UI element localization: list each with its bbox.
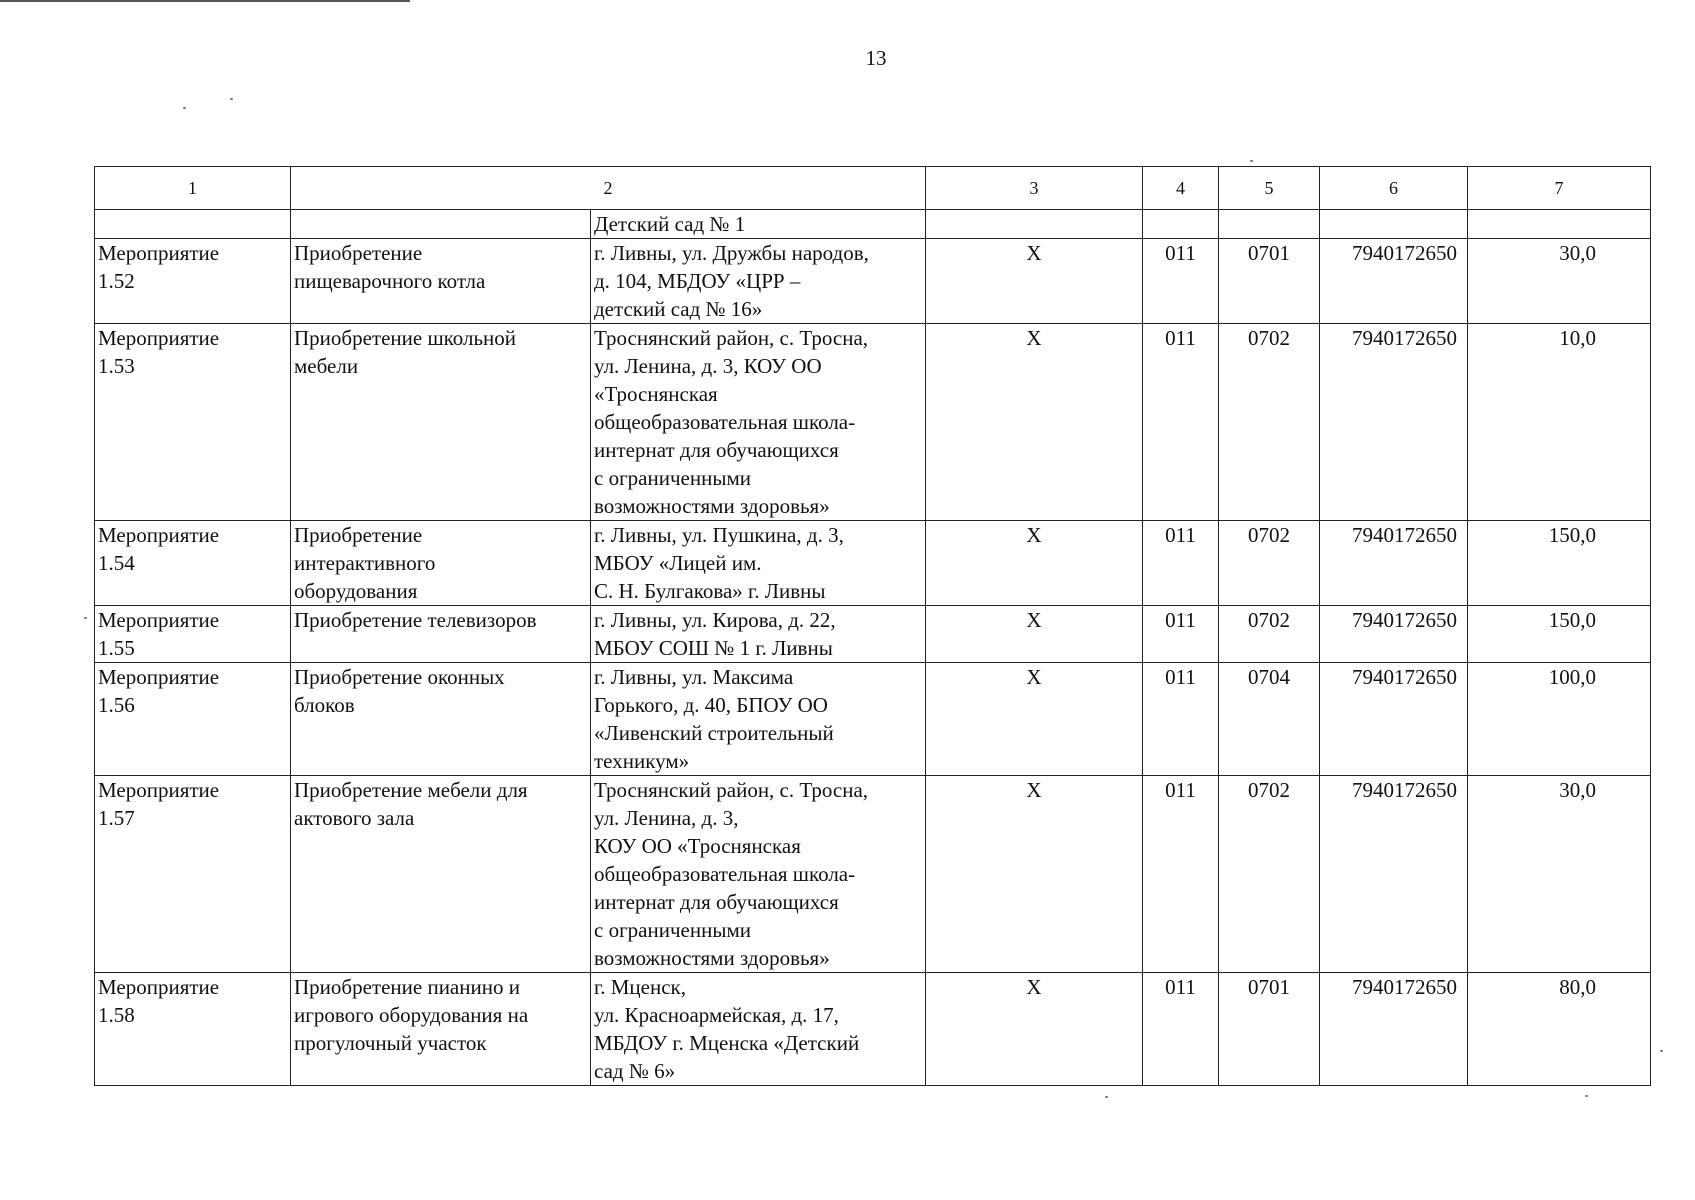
name-cell	[291, 973, 591, 1086]
name-cell	[291, 663, 591, 776]
empty-cell	[1219, 210, 1320, 239]
code-6-cell: 7940172650	[1320, 776, 1468, 973]
name-cell-line: прогулочный участок	[294, 1031, 487, 1055]
address-cell: Детский сад № 1	[591, 210, 926, 239]
table-row	[95, 606, 1651, 663]
event-cell	[95, 776, 291, 973]
table-row	[95, 324, 1651, 521]
code-5-cell: 0702	[1219, 606, 1320, 663]
address-cell-line: ул. Ленина, д. 3, КОУ ОО	[594, 354, 822, 378]
code-6-cell: 7940172650	[1320, 663, 1468, 776]
code-4-cell: 011	[1143, 606, 1219, 663]
address-cell	[591, 324, 926, 521]
scan-speck	[230, 98, 233, 100]
code-5-cell: 0702	[1219, 324, 1320, 521]
scan-speck	[1585, 1095, 1588, 1097]
event-cell-line: Мероприятие	[98, 975, 220, 999]
address-cell	[591, 606, 926, 663]
address-cell-line: общеобразовательная школа-	[594, 410, 856, 434]
address-cell-line: МБОУ СОШ № 1 г. Ливны	[594, 636, 833, 660]
code-4-cell: 011	[1143, 973, 1219, 1086]
name-cell	[291, 606, 591, 663]
header-cell: 1	[95, 167, 291, 210]
name-cell-line: Приобретение	[294, 241, 423, 265]
header-cell: 2	[291, 167, 926, 210]
address-cell-line: г. Ливны, ул. Дружбы народов,	[594, 241, 869, 265]
amount-cell: 150,0	[1468, 606, 1651, 663]
amount-cell: 80,0	[1468, 973, 1651, 1086]
name-cell-line: оборудования	[294, 579, 418, 603]
amount-cell: 10,0	[1468, 324, 1651, 521]
x-mark-cell: X	[926, 239, 1143, 324]
table-row	[95, 776, 1651, 973]
code-4-cell: 011	[1143, 324, 1219, 521]
event-cell-line: 1.57	[98, 806, 135, 830]
name-cell-line: мебели	[294, 354, 359, 378]
code-6-cell: 7940172650	[1320, 324, 1468, 521]
name-cell-line: Приобретение	[294, 523, 423, 547]
scan-speck	[1660, 1050, 1663, 1052]
address-cell	[591, 239, 926, 324]
header-row	[95, 167, 1651, 210]
scan-speck	[1250, 160, 1253, 162]
address-cell-line: МБОУ «Лицей им.	[594, 551, 762, 575]
name-cell	[291, 521, 591, 606]
name-cell-line: пищеварочного котла	[294, 269, 486, 293]
scan-speck	[1105, 1096, 1108, 1098]
address-cell-line: детский сад № 16»	[594, 297, 763, 321]
name-cell-line: блоков	[294, 693, 355, 717]
code-4-cell: 011	[1143, 521, 1219, 606]
x-mark-cell: X	[926, 776, 1143, 973]
x-mark-cell: X	[926, 973, 1143, 1086]
amount-cell: 100,0	[1468, 663, 1651, 776]
name-cell-line: Приобретение мебели для	[294, 778, 528, 802]
name-cell-line: интерактивного	[294, 551, 436, 575]
address-cell-line: возможностями здоровья»	[594, 494, 830, 518]
x-mark-cell: X	[926, 521, 1143, 606]
x-mark-cell: X	[926, 606, 1143, 663]
address-cell-line: Троснянский район, с. Тросна,	[594, 326, 869, 350]
scan-speck	[183, 107, 186, 109]
amount-cell: 150,0	[1468, 521, 1651, 606]
event-cell-line: 1.53	[98, 354, 135, 378]
continuation-row	[95, 210, 1651, 239]
code-5-cell: 0701	[1219, 239, 1320, 324]
name-cell-line: актового зала	[294, 806, 415, 830]
event-cell-line: Мероприятие	[98, 665, 220, 689]
page-number: 13	[865, 46, 887, 70]
address-cell-line: г. Ливны, ул. Максима	[594, 665, 794, 689]
amount-cell: 30,0	[1468, 239, 1651, 324]
event-cell	[95, 521, 291, 606]
address-cell-line: ул. Ленина, д. 3,	[594, 806, 739, 830]
scan-speck	[84, 617, 87, 619]
address-cell-line: сад № 6»	[594, 1059, 676, 1083]
event-cell-line: Мероприятие	[98, 778, 220, 802]
event-cell	[95, 606, 291, 663]
empty-cell	[291, 210, 591, 239]
address-cell-line: с ограниченными	[594, 466, 751, 490]
x-mark-cell: X	[926, 663, 1143, 776]
empty-cell	[95, 210, 291, 239]
event-cell-line: 1.58	[98, 1003, 135, 1027]
code-5-cell: 0702	[1219, 776, 1320, 973]
address-cell-line: с ограниченными	[594, 918, 751, 942]
address-cell-line: Горького, д. 40, БПОУ ОО	[594, 693, 828, 717]
name-cell-line: Приобретение оконных	[294, 665, 505, 689]
address-cell-line: г. Ливны, ул. Кирова, д. 22,	[594, 608, 836, 632]
address-cell-line: С. Н. Булгакова» г. Ливны	[594, 579, 826, 603]
address-cell-line: интернат для обучающихся	[594, 890, 839, 914]
address-cell-line: г. Ливны, ул. Пушкина, д. 3,	[594, 523, 844, 547]
address-cell	[591, 521, 926, 606]
code-5-cell: 0701	[1219, 973, 1320, 1086]
table-row	[95, 663, 1651, 776]
event-cell-line: Мероприятие	[98, 241, 220, 265]
event-cell-line: Мероприятие	[98, 608, 220, 632]
header-cell: 4	[1143, 167, 1219, 210]
code-4-cell: 011	[1143, 776, 1219, 973]
empty-cell	[926, 210, 1143, 239]
top-rule	[0, 0, 410, 2]
code-6-cell: 7940172650	[1320, 521, 1468, 606]
event-cell-line: 1.55	[98, 636, 135, 660]
amount-cell: 30,0	[1468, 776, 1651, 973]
name-cell	[291, 239, 591, 324]
code-5-cell: 0704	[1219, 663, 1320, 776]
event-cell-line: 1.56	[98, 693, 135, 717]
name-cell-line: игрового оборудования на	[294, 1003, 529, 1027]
address-cell-line: МБДОУ г. Мценска «Детский	[594, 1031, 860, 1055]
events-table	[94, 166, 1651, 1086]
address-cell	[591, 776, 926, 973]
empty-cell	[1320, 210, 1468, 239]
event-cell-line: 1.54	[98, 551, 135, 575]
name-cell-line: Приобретение телевизоров	[294, 608, 537, 632]
event-cell-line: Мероприятие	[98, 523, 220, 547]
address-cell-line: интернат для обучающихся	[594, 438, 839, 462]
address-cell-line: «Ливенский строительный	[594, 721, 834, 745]
address-cell-line: ул. Красноармейская, д. 17,	[594, 1003, 839, 1027]
x-mark-cell: X	[926, 324, 1143, 521]
event-cell	[95, 663, 291, 776]
event-cell-line: Мероприятие	[98, 326, 220, 350]
table-row	[95, 239, 1651, 324]
address-cell	[591, 973, 926, 1086]
name-cell	[291, 776, 591, 973]
address-cell-line: Троснянский район, с. Тросна,	[594, 778, 869, 802]
address-cell	[591, 663, 926, 776]
header-cell: 6	[1320, 167, 1468, 210]
address-cell-line: д. 104, МБДОУ «ЦРР –	[594, 269, 801, 293]
header-cell: 5	[1219, 167, 1320, 210]
event-cell	[95, 239, 291, 324]
event-cell	[95, 324, 291, 521]
empty-cell	[1143, 210, 1219, 239]
address-cell-line: «Троснянская	[594, 382, 718, 406]
code-6-cell: 7940172650	[1320, 973, 1468, 1086]
code-6-cell: 7940172650	[1320, 239, 1468, 324]
address-cell-line: г. Мценск,	[594, 975, 686, 999]
address-cell-line: возможностями здоровья»	[594, 946, 830, 970]
code-6-cell: 7940172650	[1320, 606, 1468, 663]
code-4-cell: 011	[1143, 663, 1219, 776]
name-cell-line: Приобретение школьной	[294, 326, 517, 350]
code-5-cell: 0702	[1219, 521, 1320, 606]
name-cell-line: Приобретение пианино и	[294, 975, 520, 999]
header-cell: 7	[1468, 167, 1651, 210]
header-cell: 3	[926, 167, 1143, 210]
code-4-cell: 011	[1143, 239, 1219, 324]
table-row	[95, 521, 1651, 606]
address-cell-line: техникум»	[594, 749, 690, 773]
address-cell-line: КОУ ОО «Троснянская	[594, 834, 801, 858]
table-row	[95, 973, 1651, 1086]
address-cell-line: общеобразовательная школа-	[594, 862, 856, 886]
name-cell	[291, 324, 591, 521]
empty-cell	[1468, 210, 1651, 239]
event-cell	[95, 973, 291, 1086]
event-cell-line: 1.52	[98, 269, 135, 293]
